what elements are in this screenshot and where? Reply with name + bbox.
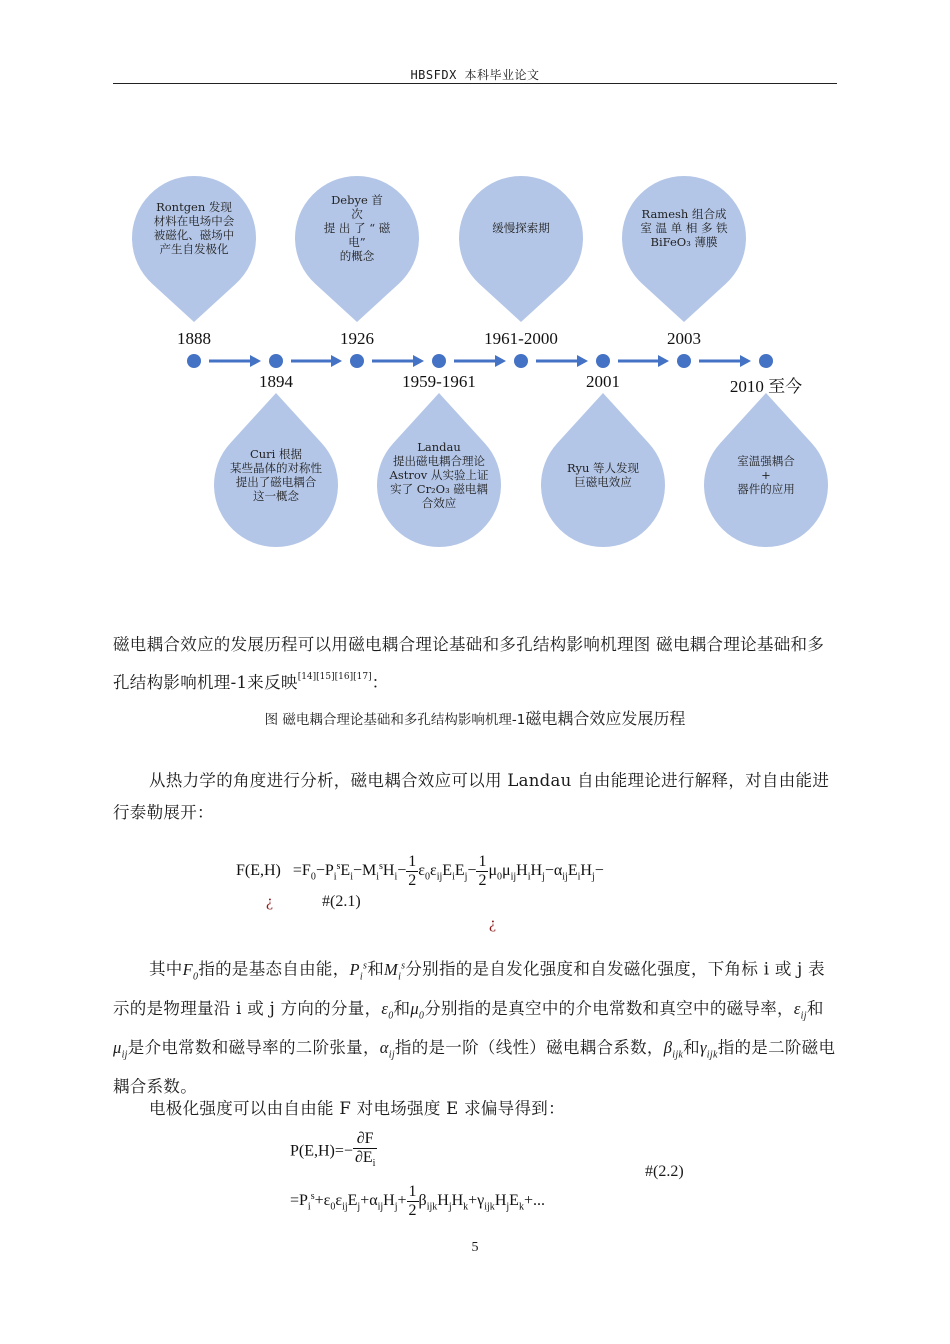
timeline-node bbox=[677, 354, 691, 368]
timeline-year-label: 1961-2000 bbox=[484, 329, 558, 348]
timeline-event-text bbox=[551, 461, 655, 489]
citation-refs: [14][15][16][17] bbox=[297, 672, 372, 682]
equation-artifact-mark: ¿ bbox=[489, 915, 497, 932]
timeline-event-line: 材料在电场中会 bbox=[153, 214, 235, 228]
timeline-event-line: 巨磁电效应 bbox=[574, 475, 632, 489]
timeline-node bbox=[269, 354, 283, 368]
timeline-event-line: Landau bbox=[417, 440, 461, 454]
timeline-event-line: 被磁化、磁场中 bbox=[153, 228, 235, 242]
running-header: HBSFDX 本科毕业论文 bbox=[410, 68, 540, 82]
paragraph-symbols: 其中$F_0$指的是基态自由能，$P_i^s$和$M_i^s$分别指的是自发化强度和自发磁化强度，下角标 i 或 j 表示的是物理量沿 i 或 j 方向的分量，$\varepsilon_0$和$\mu_0$分别指的是真空中的介电常数和真空中的磁导率，$\varepsilon_{ij}$和$\mu_{ij}$是介电常数和磁导率的二阶张量，$\alpha_{ij}$指的是一阶（线性）磁电耦合系数，$\beta_{ijk}$和$\gamma_{ijk}$指的是二阶磁电耦合系数。 bbox=[113, 959, 836, 1097]
timeline-year-label: 1959-1961 bbox=[402, 372, 476, 391]
intro-tail: ： bbox=[371, 673, 389, 692]
equation-2-2-line2: $=P_i^s+\varepsilon_0\varepsilon_{ij}E_j+\alpha_{ij}H_j+$ $\frac{1}{2}$ $\beta_{ijk}H_jH_k+\gamma_{ijk}H_jE_k+$... bbox=[290, 1183, 545, 1219]
timeline-arrow-head bbox=[331, 355, 342, 367]
timeline-event-line: Astrov 从实验上证 bbox=[389, 468, 489, 482]
timeline-year-label: 1894 bbox=[259, 372, 293, 391]
caption-title: 磁电耦合效应发展历程 bbox=[525, 709, 686, 728]
timeline-node bbox=[596, 354, 610, 368]
equation-2-2-line1: P(E,H)=− $\frac{\partial F}{\partial E_i}$ bbox=[290, 1130, 376, 1170]
timeline-node bbox=[187, 354, 201, 368]
timeline-node bbox=[759, 354, 773, 368]
timeline-arrow-head bbox=[413, 355, 424, 367]
timeline-event-line: Curi 根据 bbox=[249, 447, 303, 461]
timeline-event-text bbox=[142, 200, 246, 256]
timeline-figure bbox=[0, 0, 950, 600]
timeline-event-line: 合效应 bbox=[421, 496, 457, 510]
timeline-event-text bbox=[714, 454, 818, 496]
timeline-event-line: 某些晶体的对称性 bbox=[230, 461, 322, 475]
equation-number-2-2: #(2.2) bbox=[645, 1163, 684, 1180]
timeline-event-line: 室温强耦合 bbox=[737, 454, 795, 468]
timeline-event-text bbox=[469, 221, 573, 235]
paragraph-polarization bbox=[113, 1093, 837, 1125]
timeline-event-line: Ramesh 组合成 bbox=[641, 207, 727, 221]
timeline-event-line: Debye 首 bbox=[331, 193, 383, 207]
timeline-event-text bbox=[387, 440, 491, 510]
equation-2-1: $F(E,H) =F_0-P_i^sE_i-M_i^sH_i-$ $\frac{1}{2}$ $\varepsilon_0\varepsilon_{ij}E_iE_j-$ $\frac{1}{2}$ $\mu_0\mu_{ij}H_iH_j-\alpha_{ij}E_iH_j-$ bbox=[236, 853, 604, 889]
timeline-year-label: 2010 至今 bbox=[729, 377, 803, 396]
timeline-node bbox=[432, 354, 446, 368]
timeline-event-line: 器件的应用 bbox=[737, 482, 795, 496]
timeline-event-line: 缓慢探索期 bbox=[492, 221, 550, 235]
paragraph-polarization-text: 电极化强度可以由自由能 F 对电场强度 E 求偏导得到： bbox=[149, 1099, 565, 1118]
timeline-arrow-head bbox=[495, 355, 506, 367]
timeline-arrow-head bbox=[250, 355, 261, 367]
timeline-event-line: 实了 Cr₂O₃ 磁电耦 bbox=[390, 482, 488, 496]
timeline-node bbox=[350, 354, 364, 368]
equation-number-2-1: #(2.1) bbox=[322, 893, 361, 910]
timeline-event-line: 次 bbox=[351, 207, 363, 221]
timeline-drop bbox=[622, 176, 746, 322]
equation-artifact-mark: ¿ bbox=[266, 893, 274, 910]
timeline-year-label: 1888 bbox=[177, 329, 211, 348]
timeline-node bbox=[514, 354, 528, 368]
timeline-event-line: 产生自发极化 bbox=[159, 242, 229, 256]
timeline-event-line: 的概念 bbox=[339, 249, 375, 263]
intro-text: 磁电耦合效应的发展历程可以用磁电耦合理论基础和多孔结构影响机理图 磁电耦合理论基础和多孔结构影响机理-1来反映 bbox=[113, 635, 825, 692]
timeline-event-line: 提出磁电耦合理论 bbox=[393, 454, 485, 468]
timeline-year-label: 2001 bbox=[586, 372, 620, 391]
timeline-drop bbox=[459, 176, 583, 322]
timeline-year-label: 2003 bbox=[667, 329, 701, 348]
intro-paragraph bbox=[113, 629, 837, 699]
timeline-event-line: 室 温 单 相 多 铁 bbox=[640, 221, 728, 235]
timeline-arrow-head bbox=[658, 355, 669, 367]
timeline-event-text bbox=[632, 207, 736, 249]
timeline-arrow-head bbox=[577, 355, 588, 367]
figure-caption bbox=[113, 706, 837, 729]
timeline-arrow-head bbox=[740, 355, 751, 367]
timeline-event-line: Ryu 等人发现 bbox=[566, 461, 639, 475]
timeline-event-text bbox=[224, 447, 328, 503]
timeline-event-line: 这一概念 bbox=[253, 489, 299, 503]
timeline-event-line: 电” bbox=[348, 235, 366, 249]
timeline-event-line: 提 出 了 “ 磁 bbox=[323, 221, 391, 235]
paragraph-landau-text: 从热力学的角度进行分析，磁电耦合效应可以用 Landau 自由能理论进行解释，对自由能进行泰勒展开： bbox=[113, 771, 830, 822]
timeline-year-label: 1926 bbox=[340, 329, 374, 348]
timeline-event-line: Rontgen 发现 bbox=[156, 200, 232, 214]
page-number: 5 bbox=[471, 1240, 479, 1255]
timeline-event-line: 提出了磁电耦合 bbox=[235, 475, 317, 489]
caption-label: 图 磁电耦合理论基础和多孔结构影响机理-1 bbox=[264, 712, 526, 728]
paragraph-landau bbox=[113, 765, 837, 829]
timeline-event-text bbox=[305, 193, 409, 263]
timeline-event-line: BiFeO₃ 薄膜 bbox=[650, 235, 718, 249]
timeline-event-line: + bbox=[761, 468, 771, 482]
